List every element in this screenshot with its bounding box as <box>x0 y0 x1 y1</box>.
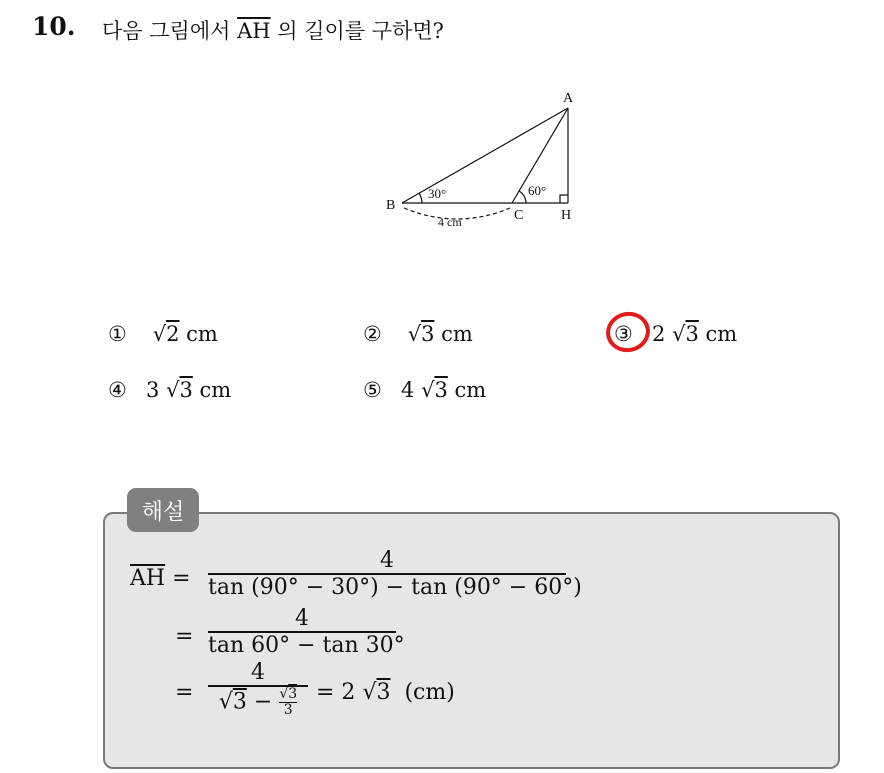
angle-c-arc <box>519 191 526 203</box>
right-angle-mark <box>560 195 568 203</box>
angle-b-arc <box>419 193 422 203</box>
segment-ah: $\overline{AH}$ <box>237 19 271 43</box>
solution-eq-2: = <box>175 624 194 649</box>
sqrt-sign: √ <box>421 378 435 402</box>
choice-4[interactable]: ④ 3 √3 cm <box>108 378 232 402</box>
question-text-before: 다음 그림에서 <box>102 19 231 43</box>
solution-result: = 2 √3 (cm) <box>316 680 455 705</box>
fraction-1 <box>208 548 582 600</box>
angle-b-label: 30° <box>428 186 447 201</box>
sqrt-sign: √ <box>407 322 422 346</box>
choice-2[interactable]: ② √3 cm <box>363 322 473 346</box>
angle-c-label: 60° <box>528 183 547 198</box>
choice-mark: ② <box>363 322 382 346</box>
fraction-2-numerator: 4 <box>295 606 309 631</box>
fraction-1-denominator: tan (90° − 30°) − tan (90° − 60°) <box>208 574 582 600</box>
fraction-3 <box>208 660 308 718</box>
choice-mark: ① <box>108 322 127 346</box>
question-text <box>102 15 444 45</box>
fraction-3-denominator: √3 − $\frac{√3}{3}$ <box>218 685 298 718</box>
sqrt-sign: √ <box>672 322 686 346</box>
choice-mark: ④ <box>108 378 127 402</box>
choice-5[interactable]: ⑤ 4 √3 cm <box>363 378 487 402</box>
sqrt-sign: √ <box>279 685 289 702</box>
sqrt-sign: √ <box>218 689 233 714</box>
label-a: A <box>563 91 574 106</box>
solution-eq-3: = <box>175 680 194 705</box>
triangle-figure <box>380 88 590 238</box>
sqrt-sign: √ <box>152 322 167 346</box>
label-c: C <box>514 208 524 223</box>
fraction-1-numerator: 4 <box>380 548 394 573</box>
sqrt-sign: √ <box>166 378 180 402</box>
choice-mark: ⑤ <box>363 378 382 402</box>
solution-tag: 해설 <box>127 488 199 532</box>
solution-lhs: $\overline{AH}$ = <box>130 566 191 591</box>
choice-mark: ③ <box>614 322 633 346</box>
question-text-after: 의 길이를 구하면? <box>277 19 444 43</box>
fraction-3-numerator: 4 <box>251 660 265 685</box>
fraction-2 <box>208 606 405 658</box>
label-h: H <box>561 208 572 223</box>
question-number: 10. <box>32 12 76 41</box>
sqrt-sign: √ <box>362 680 377 705</box>
choice-3[interactable]: ③ 2 √3 cm <box>614 322 738 346</box>
inner-fraction: $\frac{√3}{3}$ <box>279 685 298 718</box>
length-bc-label: 4 cm <box>438 215 462 229</box>
choice-1[interactable]: ① √2 cm <box>108 322 218 346</box>
fraction-2-denominator: tan 60° − tan 30° <box>208 632 405 658</box>
label-b: B <box>386 198 396 213</box>
